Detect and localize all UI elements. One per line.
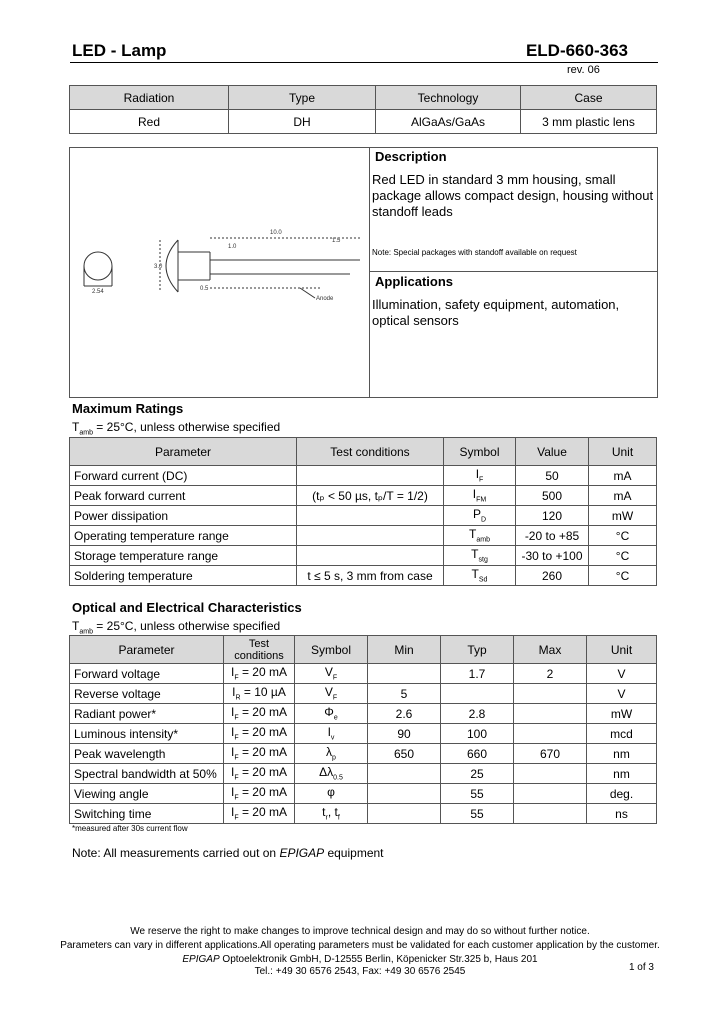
symbol-subscript: v xyxy=(330,734,335,742)
cell-unit: mA xyxy=(589,486,657,506)
cell-conditions: t ≤ 5 s, 3 mm from case xyxy=(297,566,444,586)
col-symbol: Symbol xyxy=(444,438,516,466)
title-rule xyxy=(70,62,658,63)
applications-text: Illumination, safety equipment, automation, optical sensors xyxy=(372,297,620,328)
cell-typ: 100 xyxy=(441,724,514,744)
condition-symbol: I xyxy=(231,705,235,720)
table-row xyxy=(70,744,657,764)
condition-value: = 10 µA xyxy=(240,685,286,700)
cell-symbol xyxy=(295,804,368,824)
symbol: V xyxy=(324,685,333,700)
cell-value: 50 xyxy=(516,466,589,486)
symbol-subscript: Sd xyxy=(478,576,488,584)
symbol-subscript: F xyxy=(479,476,484,484)
header-case: Case xyxy=(521,86,657,110)
cell-unit: mW xyxy=(587,704,657,724)
cell-parameter: Radiant power* xyxy=(70,704,224,724)
header-radiation: Radiation xyxy=(70,86,229,110)
cell-conditions xyxy=(224,684,295,704)
cell-parameter: Switching time xyxy=(70,804,224,824)
cell-symbol xyxy=(295,664,368,684)
condition-symbol: T xyxy=(72,619,80,633)
cell-min xyxy=(368,664,441,684)
revision: rev. 06 xyxy=(567,64,600,76)
cell-symbol xyxy=(444,486,516,506)
cell-typ: 1.7 xyxy=(441,664,514,684)
cell-typ: 55 xyxy=(441,784,514,804)
value-type: DH xyxy=(229,110,376,134)
cell-symbol xyxy=(295,764,368,784)
cell-symbol xyxy=(444,466,516,486)
max-ratings-heading: Maximum Ratings xyxy=(72,401,184,416)
symbol-subscript: f xyxy=(337,814,340,822)
col-value: Value xyxy=(516,438,589,466)
cell-typ xyxy=(441,684,514,704)
col-parameter: Parameter xyxy=(70,636,224,664)
drawing-label: 10.0 xyxy=(270,230,282,236)
symbol-subscript: amb xyxy=(476,536,490,544)
symbol-subscript: D xyxy=(480,516,487,524)
cell-conditions xyxy=(224,784,295,804)
col-test-conditions: Test conditions xyxy=(297,438,444,466)
cell-symbol xyxy=(444,526,516,546)
table-row xyxy=(70,704,657,724)
condition-value: = 20 mA xyxy=(238,805,287,820)
symbol: T xyxy=(471,567,479,582)
table-row xyxy=(70,506,657,526)
drawing-label: 2.54 xyxy=(92,289,104,295)
cell-unit: nm xyxy=(587,764,657,784)
condition-subscript: F xyxy=(234,714,239,722)
drawing-label: Anode xyxy=(316,296,334,302)
note-text: Note: All measurements carried out on xyxy=(72,846,280,860)
cell-max xyxy=(514,684,587,704)
symbol: P xyxy=(472,507,481,522)
header-technology: Technology xyxy=(376,86,521,110)
col-unit: Unit xyxy=(589,438,657,466)
cell-conditions xyxy=(297,466,444,486)
cell-max: 2 xyxy=(514,664,587,684)
symbol: Φ xyxy=(324,705,334,720)
cell-parameter: Spectral bandwidth at 50% xyxy=(70,764,224,784)
measurement-note xyxy=(72,846,384,860)
col-parameter: Parameter xyxy=(70,438,297,466)
condition-text: = 25°C, unless otherwise specified xyxy=(92,420,281,434)
cell-min: 650 xyxy=(368,744,441,764)
col-min: Min xyxy=(368,636,441,664)
condition-symbol: T xyxy=(72,420,80,434)
condition-subscript: R xyxy=(235,694,241,702)
note-text: equipment xyxy=(324,846,384,860)
optical-condition xyxy=(72,619,280,635)
cell-min xyxy=(368,764,441,784)
cell-typ: 660 xyxy=(441,744,514,764)
footer-line: We reserve the right to make changes to improve technical design and may do so without further notice. xyxy=(130,926,590,937)
symbol: Δλ xyxy=(319,765,334,780)
cell-unit: °C xyxy=(589,526,657,546)
symbol: T xyxy=(471,547,479,562)
value-radiation: Red xyxy=(70,110,229,134)
symbol: λ xyxy=(326,745,333,760)
cell-unit: ns xyxy=(587,804,657,824)
condition-value: = 20 mA xyxy=(238,705,287,720)
table-row xyxy=(70,764,657,784)
cell-max xyxy=(514,804,587,824)
cell-parameter: Operating temperature range xyxy=(70,526,297,546)
value-case: 3 mm plastic lens xyxy=(521,110,657,134)
cell-symbol xyxy=(295,704,368,724)
symbol: I xyxy=(327,725,331,740)
applications-heading: Applications xyxy=(375,274,454,289)
cell-min xyxy=(368,784,441,804)
condition-value: = 20 mA xyxy=(238,765,287,780)
max-ratings-table xyxy=(69,437,657,586)
cell-typ: 25 xyxy=(441,764,514,784)
lens-side-view xyxy=(166,240,178,292)
anode-leader xyxy=(300,288,315,298)
col-symbol: Symbol xyxy=(295,636,368,664)
cell-symbol xyxy=(295,724,368,744)
cell-unit: °C xyxy=(589,566,657,586)
col-max: Max xyxy=(514,636,587,664)
cell-conditions xyxy=(224,804,295,824)
table-row xyxy=(70,566,657,586)
part-number: ELD-660-363 xyxy=(525,41,628,60)
optical-table xyxy=(69,635,657,824)
condition-subscript: F xyxy=(234,734,239,742)
table-row xyxy=(70,664,657,684)
document-title: LED - Lamp xyxy=(72,41,167,60)
cell-value: 120 xyxy=(516,506,589,526)
cell-symbol xyxy=(295,744,368,764)
cell-unit: mW xyxy=(589,506,657,526)
description-heading: Description xyxy=(375,149,447,164)
symbol: I xyxy=(472,487,477,502)
cell-value: 500 xyxy=(516,486,589,506)
cell-unit: mA xyxy=(589,466,657,486)
symbol: I xyxy=(475,467,480,482)
condition-value: = 20 mA xyxy=(238,785,287,800)
description-text: Red LED in standard 3 mm housing, small package allows compact design, housing without standoff leads xyxy=(372,172,654,219)
table-row xyxy=(70,546,657,566)
condition-symbol: I xyxy=(231,805,235,820)
condition-symbol: I xyxy=(231,785,235,800)
cell-max xyxy=(514,764,587,784)
cell-parameter: Power dissipation xyxy=(70,506,297,526)
cell-min xyxy=(368,804,441,824)
optical-heading: Optical and Electrical Characteristics xyxy=(72,600,302,615)
cell-max xyxy=(514,704,587,724)
cell-conditions xyxy=(297,526,444,546)
cell-unit: V xyxy=(587,664,657,684)
condition-value: = 20 mA xyxy=(238,745,287,760)
cell-symbol xyxy=(295,784,368,804)
cell-symbol xyxy=(444,506,516,526)
symbol: V xyxy=(324,665,333,680)
footnote: *measured after 30s current flow xyxy=(72,824,188,833)
symbol-subscript: stg xyxy=(478,556,488,564)
condition-symbol: I xyxy=(231,745,235,760)
info-box-divider xyxy=(369,147,370,397)
col-typ: Typ xyxy=(441,636,514,664)
condition-symbol: I xyxy=(231,765,235,780)
cell-parameter: Peak forward current xyxy=(70,486,297,506)
symbol-subscript: 0.5 xyxy=(333,774,343,782)
table-row xyxy=(70,486,657,506)
cell-parameter: Reverse voltage xyxy=(70,684,224,704)
page-number: 1 of 3 xyxy=(628,962,654,973)
condition-symbol: I xyxy=(231,725,235,740)
symbol: φ xyxy=(327,785,335,800)
cell-parameter: Luminous intensity* xyxy=(70,724,224,744)
cell-typ: 2.8 xyxy=(441,704,514,724)
cell-conditions xyxy=(224,744,295,764)
cell-symbol xyxy=(444,566,516,586)
header-type: Type xyxy=(229,86,376,110)
table-row xyxy=(70,684,657,704)
cell-parameter: Storage temperature range xyxy=(70,546,297,566)
condition-value: = 20 mA xyxy=(238,665,287,680)
condition-subscript: F xyxy=(234,814,239,822)
cell-parameter: Viewing angle xyxy=(70,784,224,804)
table-row xyxy=(70,466,657,486)
condition-subscript: F xyxy=(234,754,239,762)
cell-typ: 55 xyxy=(441,804,514,824)
condition-symbol: I xyxy=(231,665,235,680)
cell-symbol xyxy=(295,684,368,704)
info-box-hdivider xyxy=(370,271,657,272)
cell-parameter: Soldering temperature xyxy=(70,566,297,586)
cell-parameter: Forward current (DC) xyxy=(70,466,297,486)
cell-unit: mcd xyxy=(587,724,657,744)
description-note: Note: Special packages with standoff available on request xyxy=(372,248,577,257)
cell-unit: nm xyxy=(587,744,657,764)
condition-symbol: I xyxy=(232,685,236,700)
drawing-label: 0.5 xyxy=(200,286,209,292)
condition-subscript: amb xyxy=(79,429,93,437)
value-technology: AlGaAs/GaAs xyxy=(376,110,521,134)
cell-conditions xyxy=(224,764,295,784)
max-ratings-condition xyxy=(72,420,280,436)
footer-address xyxy=(0,954,720,965)
condition-subscript: F xyxy=(234,774,239,782)
condition-text: = 25°C, unless otherwise specified xyxy=(92,619,281,633)
lens-front-view xyxy=(84,252,112,280)
symbol-subscript: F xyxy=(332,674,338,682)
drawing-label: 3.0 xyxy=(154,264,163,270)
table-row xyxy=(70,804,657,824)
symbol: , t xyxy=(327,805,338,820)
condition-subscript: amb xyxy=(79,628,93,636)
symbol-subscript: FM xyxy=(476,496,487,504)
cell-max xyxy=(514,784,587,804)
table-row xyxy=(70,526,657,546)
cell-unit: V xyxy=(587,684,657,704)
cell-conditions xyxy=(224,704,295,724)
cell-value: -20 to +85 xyxy=(516,526,589,546)
package-drawing xyxy=(70,148,368,396)
cell-conditions: (tₚ < 50 µs, tₚ/T = 1/2) xyxy=(297,486,444,506)
symbol-subscript: e xyxy=(333,714,338,722)
condition-subscript: F xyxy=(234,674,239,682)
footer-line: Parameters can vary in different applications.All operating parameters must be validated for each customer application by the customer. xyxy=(60,940,660,951)
condition-value: = 20 mA xyxy=(238,725,287,740)
cell-value: -30 to +100 xyxy=(516,546,589,566)
cell-min: 2.6 xyxy=(368,704,441,724)
cell-unit: °C xyxy=(589,546,657,566)
cell-max: 670 xyxy=(514,744,587,764)
cell-unit: deg. xyxy=(587,784,657,804)
cell-min: 5 xyxy=(368,684,441,704)
cell-parameter: Peak wavelength xyxy=(70,744,224,764)
cell-symbol xyxy=(444,546,516,566)
drawing-label: 1.0 xyxy=(228,244,237,250)
condition-subscript: F xyxy=(234,794,239,802)
footer-brand: EPIGAP xyxy=(182,954,220,965)
symbol-subscript: p xyxy=(332,754,336,762)
cell-conditions xyxy=(224,664,295,684)
symbol-subscript: F xyxy=(332,694,338,702)
table-row xyxy=(70,784,657,804)
table-row xyxy=(70,724,657,744)
cell-conditions xyxy=(297,546,444,566)
cell-parameter: Forward voltage xyxy=(70,664,224,684)
drawing-label: 1.5 xyxy=(332,238,341,244)
footer-text: Optoelektronik GmbH, D-12555 Berlin, Köpenicker Str.325 b, Haus 201 xyxy=(219,954,538,965)
cell-conditions xyxy=(224,724,295,744)
symbol: t xyxy=(322,805,326,820)
note-brand: EPIGAP xyxy=(279,846,325,860)
cell-max xyxy=(514,724,587,744)
cell-conditions xyxy=(297,506,444,526)
symbol-subscript: r xyxy=(325,814,328,822)
cell-value: 260 xyxy=(516,566,589,586)
col-test-conditions: Test conditions xyxy=(224,636,295,664)
cell-min: 90 xyxy=(368,724,441,744)
col-unit: Unit xyxy=(587,636,657,664)
summary-table xyxy=(69,85,657,134)
symbol: T xyxy=(469,527,477,542)
footer-contact: Tel.: +49 30 6576 2543, Fax: +49 30 6576 2545 xyxy=(254,966,466,977)
